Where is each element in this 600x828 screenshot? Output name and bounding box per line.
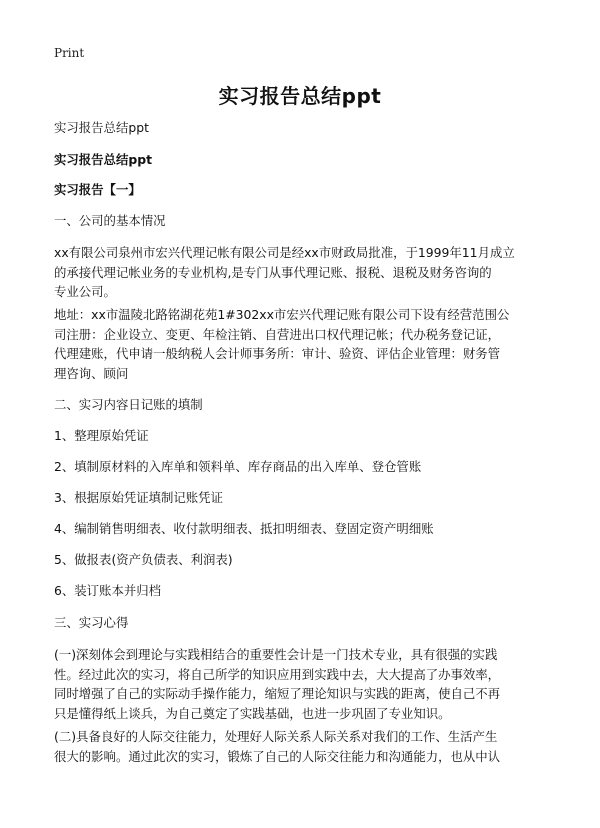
print-label: Print: [54, 46, 85, 60]
paragraph-line: 的承接代理记帐业务的专业机构,是专门从事代理记账、报税、退税及财务咨询的: [54, 264, 492, 280]
step-item: 4、编制销售明细表、收付款明细表、抵扣明细表、登固定资产明细账: [54, 521, 434, 536]
section-heading-company: 一、公司的基本情况: [54, 213, 166, 228]
step-item: 3、根据原始凭证填制记账凭证: [54, 490, 223, 505]
paragraph-line: 理咨询、顾问: [54, 365, 129, 381]
paragraph-line: (一)深刻体会到理论与实践相结合的重要性会计是一门技术专业，具有很强的实践: [54, 647, 498, 662]
subtitle-plain: 实习报告总结ppt: [54, 120, 149, 135]
section-heading-experience: 三、实习心得: [54, 615, 129, 630]
report-heading: 实习报告【一】: [54, 182, 141, 197]
paragraph-line: 性。经过此次的实习，将自己所学的知识应用到实践中去，大大提高了办事效率，: [54, 666, 501, 682]
document-title: 实习报告总结ppt: [218, 84, 382, 108]
paragraph-line: 地址：xx市温陵北路铭湖花苑1#302xx市宏兴代理记账有限公司下设有经营范围公: [54, 307, 510, 322]
step-item: 5、做报表(资产负债表、利润表): [54, 552, 233, 567]
step-item: 1、整理原始凭证: [54, 428, 149, 443]
paragraph-line: 同时增强了自己的实际动手操作能力，缩短了理论知识与实践的距离，使自己不再: [54, 686, 501, 702]
paragraph-experience-1: [54, 645, 554, 723]
paragraph-company-intro: [54, 243, 554, 302]
paragraph-line: xx有限公司泉州市宏兴代理记帐有限公司是经xx市财政局批准，于1999年11月成立: [54, 245, 515, 260]
paragraph-line: 专业公司。: [54, 284, 116, 300]
subtitle-bold: 实习报告总结ppt: [54, 152, 153, 167]
paragraph-line: 只是懂得纸上谈兵，为自己奠定了实践基础，也进一步巩固了专业知识。: [54, 705, 451, 721]
paragraph-line: 代理建账，代申请一般纳税人会计师事务所：审计、验资、评估企业管理：财务管: [54, 346, 501, 362]
paragraph-line: 很大的影响。通过此次的实习，锻炼了自己的人际交往能力和沟通能力，也从中认: [54, 748, 501, 764]
paragraph-line: (二)具备良好的人际交往能力，处理好人际关系人际关系对我们的工作、生活产生: [54, 729, 498, 744]
section-heading-content: 二、实习内容日记账的填制: [54, 397, 203, 412]
paragraph-line: 司注册：企业设立、变更、年检注销、自营进出口权代理记帐；代办税务登记证，: [54, 326, 501, 342]
step-item: 2、填制原材料的入库单和领料单、库存商品的出入库单、登仓管账: [54, 459, 422, 474]
step-item: 6、装订账本并归档: [54, 583, 162, 598]
paragraph-experience-2: [54, 727, 554, 766]
paragraph-company-address: [54, 305, 554, 383]
